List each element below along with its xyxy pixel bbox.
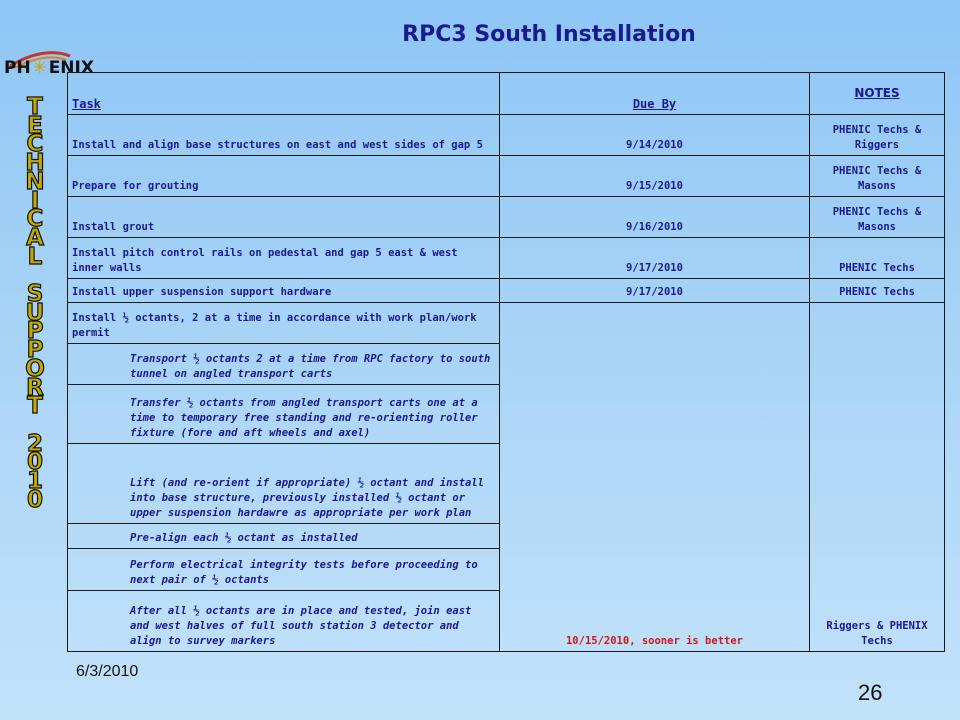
subtask-cell: Perform electrical integrity tests before proceeding to next pair of ½ octants (68, 549, 500, 591)
task-cell: Install pitch control rails on pedestal and gap 5 east & west inner walls (68, 238, 500, 279)
due-cell: 9/16/2010 (500, 197, 810, 238)
technical-support-vertical-label (10, 94, 60, 513)
notes-cell: PHENIC Techs & Masons (810, 156, 945, 197)
task-cell: Install upper suspension support hardware (68, 279, 500, 303)
subtask-cell: Transport ½ octants 2 at a time from RPC factory to south tunnel on angled transport carts (68, 344, 500, 385)
due-cell: 9/15/2010 (500, 156, 810, 197)
table-row (68, 115, 945, 156)
phenix-logo: PH ✳ ENIX (4, 58, 94, 78)
task-table (67, 72, 945, 652)
due-cell: 9/17/2010 (500, 279, 810, 303)
slide-title: RPC3 South Installation (402, 22, 696, 47)
due-cell: 9/17/2010 (500, 238, 810, 279)
notes-cell: PHENIC Techs & Riggers (810, 115, 945, 156)
page-number: 26 (858, 680, 883, 705)
merged-notes-cell: Riggers & PHENIX Techs (810, 303, 945, 652)
table-row (68, 238, 945, 279)
table-header-row (68, 73, 945, 115)
subtask-cell: After all ½ octants are in place and tested, join east and west halves of full south station 3 detector and align to survey markers (68, 591, 500, 652)
notes-cell: PHENIC Techs (810, 238, 945, 279)
notes-cell: PHENIC Techs & Masons (810, 197, 945, 238)
header-task: Task (68, 73, 500, 115)
task-cell: Prepare for grouting (68, 156, 500, 197)
vertical-label-text: T E C H N I C A L S U P P O R T 2 0 1 0 (25, 94, 45, 513)
task-cell: Install and align base structures on east and west sides of gap 5 (68, 115, 500, 156)
footer-date: 6/3/2010 (76, 663, 139, 680)
task-cell: Install ½ octants, 2 at a time in accordance with work plan/work permit (68, 303, 500, 344)
table-row (68, 303, 945, 344)
subtask-cell: Lift (and re-orient if appropriate) ½ octant and install into base structure, previously installed ½ octant or upper suspension hardawre as appropriate per work plan (68, 444, 500, 524)
merged-due-cell: 10/15/2010, sooner is better (500, 303, 810, 652)
notes-cell: PHENIC Techs (810, 279, 945, 303)
table-row (68, 197, 945, 238)
header-notes: NOTES (810, 73, 945, 115)
subtask-cell: Transfer ½ octants from angled transport carts one at a time to temporary free standing and re-orienting roller fixture (fore and aft wheels and axel) (68, 385, 500, 444)
table-row (68, 156, 945, 197)
due-cell: 9/14/2010 (500, 115, 810, 156)
task-cell: Install grout (68, 197, 500, 238)
header-due-by: Due By (500, 73, 810, 115)
subtask-cell: Pre-align each ½ octant as installed (68, 524, 500, 549)
table-row (68, 279, 945, 303)
